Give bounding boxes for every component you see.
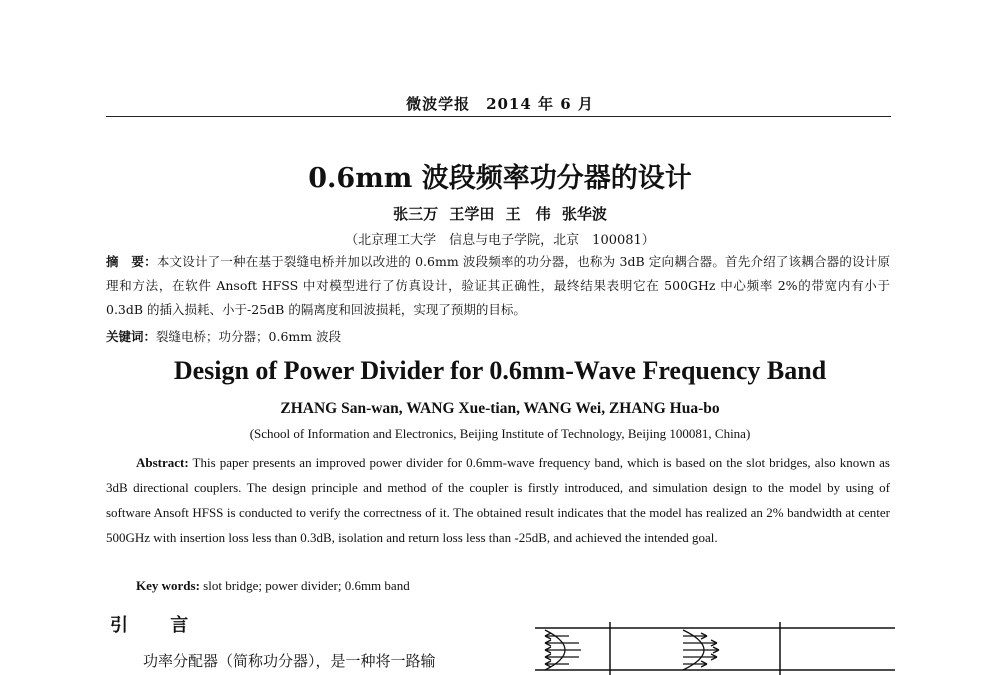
intro-body-text: 功率分配器（简称功分器），是一种将一路输 xyxy=(143,652,436,670)
section-heading-intro: 引 言 xyxy=(110,615,207,636)
journal-header: 微波学报 2014 年 6 月 xyxy=(406,95,594,113)
chinese-abstract-label: 摘 要： xyxy=(106,254,157,269)
english-keywords-label: Key words: xyxy=(136,578,200,593)
english-affiliation: (School of Information and Electronics, Beijing Institute of Technology, Beijing 100081, China) xyxy=(249,426,751,441)
english-keywords-text: slot bridge; power divider; 0.6mm band xyxy=(203,578,410,593)
english-abstract-text: This paper presents an improved power divider for 0.6mm-wave frequency band, which is based on the slot bridges, also known as 3dB directional couplers. The design principle and method of the coupler is firstly introduced, and simulation design to the model by using of software Ansoft HFSS is conducted to verify the correctness of it. The obtained result indicates that the model has realized an 2% bandwidth at center 500GHz with insertion loss less than 0.3dB, isolation and return loss less than -25dB, and achieved the intended goal. xyxy=(106,455,890,545)
english-title: Design of Power Divider for 0.6mm-Wave Frequency Band xyxy=(173,356,827,385)
english-abstract xyxy=(106,450,890,550)
field-arrows-left xyxy=(545,630,581,670)
english-authors: ZHANG San-wan, WANG Xue-tian, WANG Wei, ZHANG Hua-bo xyxy=(280,400,720,417)
english-abstract-label: Abstract: xyxy=(136,455,189,470)
chinese-title: 0.6mm 波段频率功分器的设计 xyxy=(308,163,692,194)
english-keywords xyxy=(136,575,890,597)
chinese-keywords-label: 关键词： xyxy=(106,329,157,344)
waveguide-field-figure xyxy=(535,622,895,675)
header-rule xyxy=(106,116,891,117)
chinese-abstract xyxy=(106,250,890,322)
chinese-keywords xyxy=(106,327,890,347)
field-arrows-right xyxy=(683,630,719,670)
chinese-authors: 张三万 王学田 王 伟 张华波 xyxy=(393,205,607,223)
chinese-affiliation: （北京理工大学 信息与电子学院，北京 100081） xyxy=(345,233,655,248)
chinese-abstract-text: 本文设计了一种在基于裂缝电桥并加以改进的 0.6mm 波段频率的功分器，也称为 3dB 定向耦合器。首先介绍了该耦合器的设计原理和方法，在软件 Ansoft HFSS 中对模型进行了仿真设计，验证其正确性，最终结果表明它在 500GHz 中心频率 2%的带宽内有小于 0.3dB 的插入损耗、小于-25dB 的隔离度和回波损耗，实现了预期的目标。 xyxy=(106,254,890,317)
chinese-keywords-text: 裂缝电桥；功分器；0.6mm 波段 xyxy=(156,329,342,344)
